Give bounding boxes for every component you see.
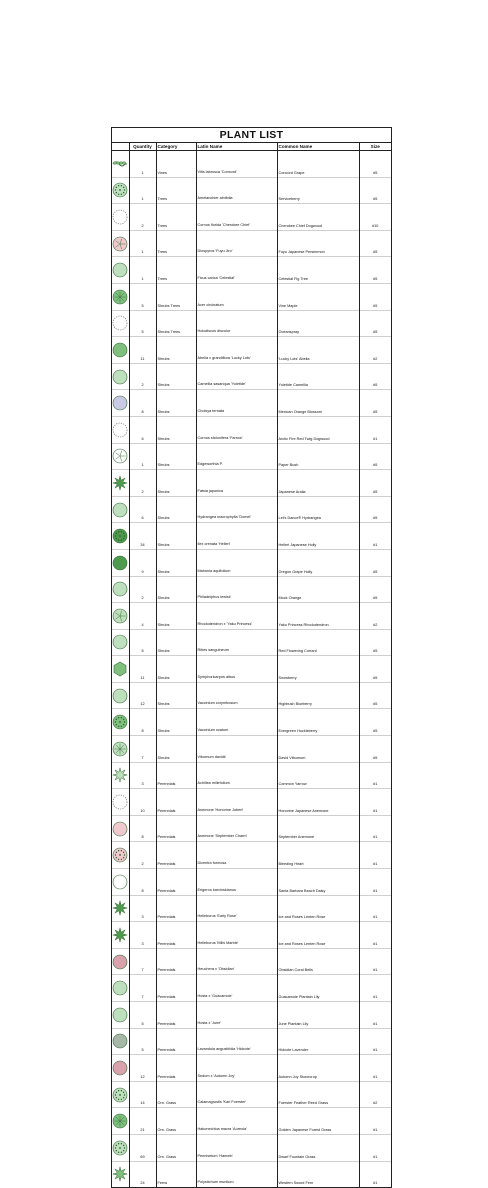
latin-name-cell: Polystichum munitum: [196, 1161, 277, 1187]
latin-name-cell: Erigeron karvinskianus: [196, 869, 277, 896]
table-row: [112, 257, 391, 284]
latin-name-cell: Mahonia aquifolium: [196, 549, 277, 576]
common-name-cell: Ice and Roses Lenten Rose: [277, 895, 359, 922]
size-cell: #5: [359, 709, 391, 736]
size-cell: #1: [359, 1055, 391, 1082]
quantity-cell: 2: [129, 576, 156, 603]
latin-name-cell: Holodiscus discolor: [196, 310, 277, 337]
quantity-cell: 2: [129, 363, 156, 390]
size-cell: #2: [359, 337, 391, 364]
category-cell: Trees: [156, 230, 196, 257]
common-name-cell: Concord Grape: [277, 151, 359, 178]
header-symbol: [112, 143, 129, 151]
size-cell: #1: [359, 815, 391, 842]
latin-name-cell: Ficus carica 'Celestial': [196, 257, 277, 284]
plant-symbol-icon: [112, 948, 129, 975]
plant-symbol-icon: [112, 656, 129, 683]
common-name-cell: Western Sword Fern: [277, 1161, 359, 1187]
common-name-cell: Hidcote Lavender: [277, 1028, 359, 1055]
table-row: [112, 1161, 391, 1187]
quantity-cell: 7: [129, 975, 156, 1002]
table-row: [112, 869, 391, 896]
common-name-cell: Obsidian Coral Bells: [277, 948, 359, 975]
table-row: [112, 656, 391, 683]
size-cell: #1: [359, 1134, 391, 1161]
quantity-cell: 2: [129, 470, 156, 497]
common-name-cell: Arctic Fire Red Twig Dogwood: [277, 416, 359, 443]
table-row: [112, 948, 391, 975]
common-name-cell: Cherokee Chief Dogwood: [277, 204, 359, 231]
size-cell: #1: [359, 523, 391, 550]
plant-list-table: [112, 143, 391, 1187]
quantity-cell: 34: [129, 523, 156, 550]
table-row: [112, 815, 391, 842]
category-cell: Orn. Grass: [156, 1108, 196, 1135]
table-row: [112, 363, 391, 390]
latin-name-cell: Rhododendron x 'Yaku Princess': [196, 603, 277, 630]
quantity-cell: 8: [129, 869, 156, 896]
latin-name-cell: Cornus florida 'Cherokee Chief': [196, 204, 277, 231]
table-row: [112, 470, 391, 497]
header-quantity: Quantity: [129, 143, 156, 151]
quantity-cell: 5: [129, 1002, 156, 1029]
table-row: [112, 549, 391, 576]
quantity-cell: 3: [129, 895, 156, 922]
quantity-cell: 1: [129, 177, 156, 204]
table-row: [112, 603, 391, 630]
plant-symbol-icon: [112, 815, 129, 842]
plant-symbol-icon: [112, 1134, 129, 1161]
size-cell: #5: [359, 390, 391, 417]
common-name-cell: Let's Dance® Hydrangea: [277, 496, 359, 523]
header-common-name: Common Name: [277, 143, 359, 151]
table-row: [112, 736, 391, 763]
category-cell: Trees: [156, 204, 196, 231]
plant-symbol-icon: [112, 204, 129, 231]
table-row: [112, 496, 391, 523]
size-cell: #1: [359, 416, 391, 443]
category-cell: Shrubs: [156, 736, 196, 763]
size-cell: #1: [359, 895, 391, 922]
common-name-cell: Dwarf Fountain Grass: [277, 1134, 359, 1161]
quantity-cell: 11: [129, 337, 156, 364]
latin-name-cell: Dicentra formosa: [196, 842, 277, 869]
table-row: [112, 1134, 391, 1161]
plant-symbol-icon: [112, 257, 129, 284]
plant-symbol-icon: [112, 576, 129, 603]
quantity-cell: 12: [129, 682, 156, 709]
latin-name-cell: Helleborus 'Early Rose': [196, 895, 277, 922]
table-row: [112, 1108, 391, 1135]
quantity-cell: 8: [129, 709, 156, 736]
size-cell: #5: [359, 736, 391, 763]
size-cell: #5: [359, 682, 391, 709]
table-row: [112, 842, 391, 869]
size-cell: #5: [359, 549, 391, 576]
size-cell: #1: [359, 762, 391, 789]
plant-symbol-icon: [112, 842, 129, 869]
category-cell: Perennials: [156, 895, 196, 922]
plant-symbol-icon: [112, 1108, 129, 1135]
size-cell: #5: [359, 656, 391, 683]
common-name-cell: Snowberry: [277, 656, 359, 683]
table-row: [112, 709, 391, 736]
plant-symbol-icon: [112, 230, 129, 257]
latin-name-cell: Hosta x 'June': [196, 1002, 277, 1029]
latin-name-cell: Diospyros 'Fuyu Jiro': [196, 230, 277, 257]
latin-name-cell: Anemone 'Honorine Jobert': [196, 789, 277, 816]
table-row: [112, 1028, 391, 1055]
plant-list-sheet: [111, 127, 392, 1188]
plant-symbol-icon: [112, 523, 129, 550]
quantity-cell: 24: [129, 1161, 156, 1187]
latin-name-cell: Acer circinatum: [196, 283, 277, 310]
quantity-cell: 3: [129, 922, 156, 949]
common-name-cell: Honorine Japanese Anemone: [277, 789, 359, 816]
quantity-cell: 69: [129, 1134, 156, 1161]
plant-symbol-icon: [112, 177, 129, 204]
size-cell: #5: [359, 629, 391, 656]
size-cell: #1: [359, 1161, 391, 1187]
common-name-cell: Santa Barbara Beach Daisy: [277, 869, 359, 896]
category-cell: Orn. Grass: [156, 1134, 196, 1161]
category-cell: Trees: [156, 177, 196, 204]
quantity-cell: 5: [129, 1028, 156, 1055]
category-cell: Perennials: [156, 1055, 196, 1082]
quantity-cell: 7: [129, 736, 156, 763]
latin-name-cell: Abelia x grandiflora 'Lucky Lots': [196, 337, 277, 364]
latin-name-cell: Choisya ternata: [196, 390, 277, 417]
category-cell: Shrubs Trees: [156, 310, 196, 337]
category-cell: Shrubs: [156, 390, 196, 417]
plant-symbol-icon: [112, 470, 129, 497]
table-row: [112, 310, 391, 337]
header-row: [112, 143, 391, 151]
page-title: PLANT LIST: [112, 128, 391, 143]
size-cell: #1: [359, 1002, 391, 1029]
category-cell: Shrubs: [156, 576, 196, 603]
size-cell: #1: [359, 842, 391, 869]
table-row: [112, 895, 391, 922]
size-cell: #5: [359, 230, 391, 257]
latin-name-cell: Helleborus 'Mills Marble': [196, 922, 277, 949]
quantity-cell: 1: [129, 151, 156, 178]
category-cell: Vines: [156, 151, 196, 178]
table-row: [112, 629, 391, 656]
common-name-cell: Guacamole Plantain Lily: [277, 975, 359, 1002]
size-cell: #2: [359, 1081, 391, 1108]
table-row: [112, 177, 391, 204]
latin-name-cell: Vaccinium corymbosum: [196, 682, 277, 709]
plant-symbol-icon: [112, 390, 129, 417]
latin-name-cell: Sedum x 'Autumn Joy': [196, 1055, 277, 1082]
size-cell: #10: [359, 204, 391, 231]
size-cell: #1: [359, 1108, 391, 1135]
quantity-cell: 8: [129, 390, 156, 417]
common-name-cell: David Viburnum: [277, 736, 359, 763]
table-row: [112, 523, 391, 550]
plant-symbol-icon: [112, 975, 129, 1002]
category-cell: Shrubs: [156, 656, 196, 683]
common-name-cell: September Anemone: [277, 815, 359, 842]
plant-symbol-icon: [112, 603, 129, 630]
category-cell: Perennials: [156, 1002, 196, 1029]
category-cell: Shrubs: [156, 523, 196, 550]
category-cell: Perennials: [156, 869, 196, 896]
latin-name-cell: Symphoricarpos albus: [196, 656, 277, 683]
common-name-cell: Ice and Roses Lenten Rose: [277, 922, 359, 949]
table-row: [112, 576, 391, 603]
size-cell: #5: [359, 177, 391, 204]
table-row: [112, 682, 391, 709]
quantity-cell: 2: [129, 204, 156, 231]
table-row: [112, 975, 391, 1002]
table-row: [112, 762, 391, 789]
size-cell: #5: [359, 283, 391, 310]
common-name-cell: Bleeding Heart: [277, 842, 359, 869]
latin-name-cell: Vaccinium ovatum: [196, 709, 277, 736]
plant-symbol-icon: [112, 1028, 129, 1055]
common-name-cell: Golden Japanese Forest Grass: [277, 1108, 359, 1135]
table-row: [112, 283, 391, 310]
size-cell: #2: [359, 603, 391, 630]
size-cell: #1: [359, 1028, 391, 1055]
common-name-cell: Celestial Fig Tree: [277, 257, 359, 284]
common-name-cell: Yaku Princess Rhododendron: [277, 603, 359, 630]
quantity-cell: 14: [129, 1081, 156, 1108]
category-cell: Perennials: [156, 762, 196, 789]
table-row: [112, 230, 391, 257]
table-row: [112, 151, 391, 178]
common-name-cell: Oceanspray: [277, 310, 359, 337]
category-cell: Ferns: [156, 1161, 196, 1187]
plant-symbol-icon: [112, 709, 129, 736]
category-cell: Shrubs: [156, 443, 196, 470]
size-cell: #1: [359, 975, 391, 1002]
plant-symbol-icon: [112, 682, 129, 709]
header-size: Size: [359, 143, 391, 151]
plant-symbol-icon: [112, 629, 129, 656]
latin-name-cell: Fatsia japonica: [196, 470, 277, 497]
plant-symbol-icon: [112, 922, 129, 949]
category-cell: Perennials: [156, 975, 196, 1002]
table-row: [112, 390, 391, 417]
latin-name-cell: Edgeworthia P.: [196, 443, 277, 470]
category-cell: Shrubs: [156, 416, 196, 443]
size-cell: #1: [359, 789, 391, 816]
quantity-cell: 2: [129, 842, 156, 869]
common-name-cell: Autumn Joy Stonecrop: [277, 1055, 359, 1082]
category-cell: Shrubs: [156, 629, 196, 656]
category-cell: Perennials: [156, 842, 196, 869]
category-cell: Shrubs: [156, 496, 196, 523]
plant-symbol-icon: [112, 310, 129, 337]
latin-name-cell: Camellia sasanqua 'Yuletide': [196, 363, 277, 390]
latin-name-cell: Hosta x 'Guacamole': [196, 975, 277, 1002]
common-name-cell: June Plantain Lily: [277, 1002, 359, 1029]
quantity-cell: 4: [129, 603, 156, 630]
quantity-cell: 8: [129, 815, 156, 842]
quantity-cell: 5: [129, 283, 156, 310]
latin-name-cell: Ribes sanguineum: [196, 629, 277, 656]
common-name-cell: Fuyu Japanese Persimmon: [277, 230, 359, 257]
latin-name-cell: Vitis labrusca 'Concord': [196, 151, 277, 178]
size-cell: #5: [359, 310, 391, 337]
table-row: [112, 1002, 391, 1029]
header-category: Category: [156, 143, 196, 151]
common-name-cell: Serviceberry: [277, 177, 359, 204]
category-cell: Perennials: [156, 815, 196, 842]
common-name-cell: Yuletide Camellia: [277, 363, 359, 390]
category-cell: Orn. Grass: [156, 1081, 196, 1108]
table-row: [112, 1081, 391, 1108]
latin-name-cell: Hakonechloa macra 'Aureola': [196, 1108, 277, 1135]
category-cell: Perennials: [156, 789, 196, 816]
common-name-cell: Mock Orange: [277, 576, 359, 603]
latin-name-cell: Ilex crenata 'Helleri': [196, 523, 277, 550]
category-cell: Shrubs: [156, 682, 196, 709]
common-name-cell: Helleri Japanese Holly: [277, 523, 359, 550]
latin-name-cell: Cornus stolonifera 'Farrow': [196, 416, 277, 443]
category-cell: Perennials: [156, 948, 196, 975]
quantity-cell: 5: [129, 629, 156, 656]
plant-symbol-icon: [112, 1161, 129, 1187]
table-row: [112, 416, 391, 443]
table-row: [112, 789, 391, 816]
category-cell: Shrubs: [156, 603, 196, 630]
plant-symbol-icon: [112, 363, 129, 390]
size-cell: #5: [359, 363, 391, 390]
plant-symbol-icon: [112, 416, 129, 443]
common-name-cell: Oregon Grape Holly: [277, 549, 359, 576]
latin-name-cell: Heuchera x 'Obsidian': [196, 948, 277, 975]
category-cell: Trees: [156, 257, 196, 284]
plant-symbol-icon: [112, 1081, 129, 1108]
plant-symbol-icon: [112, 762, 129, 789]
size-cell: #5: [359, 496, 391, 523]
quantity-cell: 1: [129, 257, 156, 284]
size-cell: #5: [359, 257, 391, 284]
common-name-cell: Red Flowering Currant: [277, 629, 359, 656]
quantity-cell: 1: [129, 443, 156, 470]
category-cell: Shrubs: [156, 337, 196, 364]
plant-symbol-icon: [112, 151, 129, 178]
category-cell: Perennials: [156, 1028, 196, 1055]
quantity-cell: 5: [129, 310, 156, 337]
size-cell: #5: [359, 151, 391, 178]
common-name-cell: Foerster Feather Reed Grass: [277, 1081, 359, 1108]
latin-name-cell: Amelanchier alnifolia: [196, 177, 277, 204]
category-cell: Shrubs Trees: [156, 283, 196, 310]
common-name-cell: Highbush Blueberry: [277, 682, 359, 709]
quantity-cell: 10: [129, 789, 156, 816]
common-name-cell: Mexican Orange Blossom: [277, 390, 359, 417]
table-row: [112, 922, 391, 949]
latin-name-cell: Achillea millefolium: [196, 762, 277, 789]
quantity-cell: 11: [129, 656, 156, 683]
plant-symbol-icon: [112, 337, 129, 364]
plant-symbol-icon: [112, 789, 129, 816]
quantity-cell: 7: [129, 948, 156, 975]
quantity-cell: 3: [129, 762, 156, 789]
category-cell: Perennials: [156, 922, 196, 949]
common-name-cell: Japanese Aralia: [277, 470, 359, 497]
plant-symbol-icon: [112, 443, 129, 470]
quantity-cell: 9: [129, 549, 156, 576]
plant-symbol-icon: [112, 1002, 129, 1029]
quantity-cell: 12: [129, 1055, 156, 1082]
plant-symbol-icon: [112, 283, 129, 310]
latin-name-cell: Lavandula angustifolia 'Hidcote': [196, 1028, 277, 1055]
plant-symbol-icon: [112, 1055, 129, 1082]
size-cell: #5: [359, 576, 391, 603]
common-name-cell: Common Yarrow: [277, 762, 359, 789]
latin-name-cell: Pennisetum 'Hameln': [196, 1134, 277, 1161]
header-latin-name: Latin Name: [196, 143, 277, 151]
latin-name-cell: Philadelphus lewisii: [196, 576, 277, 603]
table-row: [112, 337, 391, 364]
category-cell: Shrubs: [156, 549, 196, 576]
plant-symbol-icon: [112, 496, 129, 523]
latin-name-cell: Anemone 'September Charm': [196, 815, 277, 842]
common-name-cell: Paper Bush: [277, 443, 359, 470]
common-name-cell: Evergreen Huckleberry: [277, 709, 359, 736]
size-cell: #1: [359, 869, 391, 896]
category-cell: Shrubs: [156, 709, 196, 736]
table-row: [112, 204, 391, 231]
size-cell: #5: [359, 443, 391, 470]
plant-symbol-icon: [112, 549, 129, 576]
table-row: [112, 443, 391, 470]
plant-symbol-icon: [112, 736, 129, 763]
category-cell: Shrubs: [156, 363, 196, 390]
quantity-cell: 1: [129, 230, 156, 257]
latin-name-cell: Calamagrostis 'Karl Foerster': [196, 1081, 277, 1108]
plant-symbol-icon: [112, 895, 129, 922]
size-cell: #1: [359, 948, 391, 975]
table-row: [112, 1055, 391, 1082]
common-name-cell: 'Lucky Lots' Abelia: [277, 337, 359, 364]
quantity-cell: 6: [129, 416, 156, 443]
quantity-cell: 6: [129, 496, 156, 523]
size-cell: #1: [359, 922, 391, 949]
category-cell: Shrubs: [156, 470, 196, 497]
common-name-cell: Vine Maple: [277, 283, 359, 310]
plant-symbol-icon: [112, 869, 129, 896]
size-cell: #5: [359, 470, 391, 497]
latin-name-cell: Hydrangea macrophylla 'Domel': [196, 496, 277, 523]
latin-name-cell: Viburnum davidii: [196, 736, 277, 763]
quantity-cell: 21: [129, 1108, 156, 1135]
